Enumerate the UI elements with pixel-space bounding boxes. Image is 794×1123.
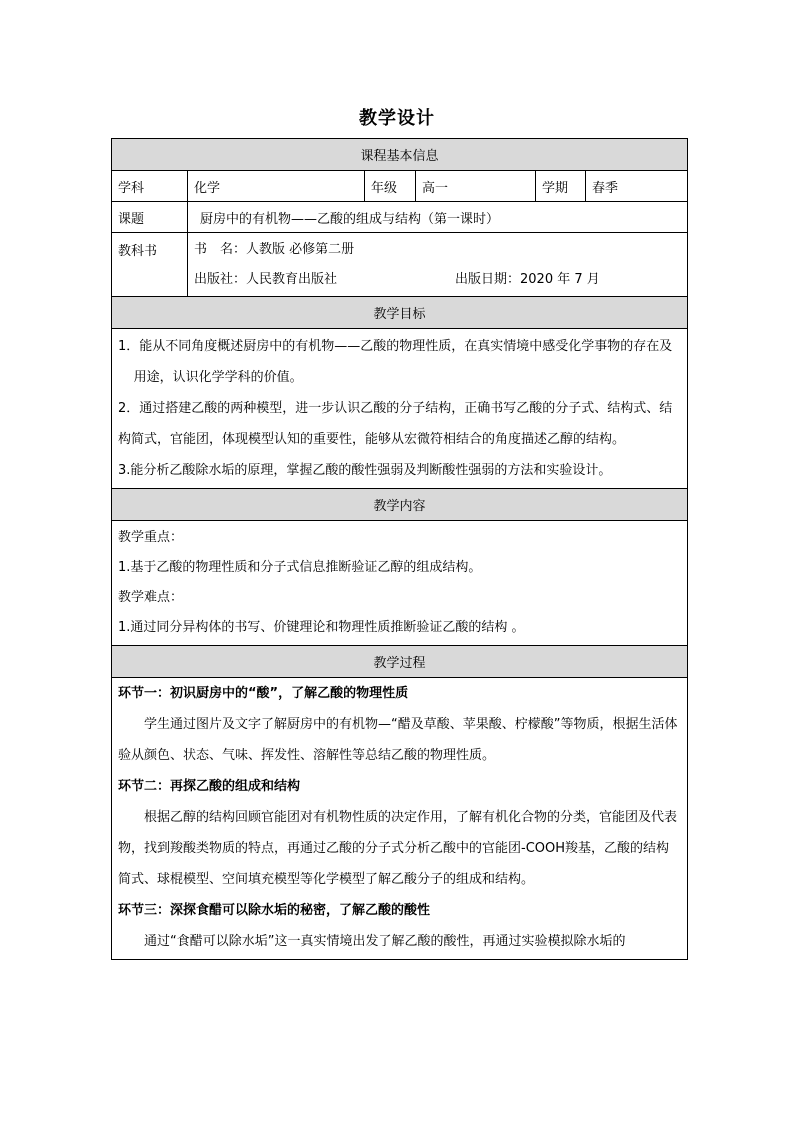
objective-item: 1．能从不同角度概述厨房中的有机物——乙酸的物理性质，在真实情境中感受化学事物的存在及用途，认识化学学科的价值。 [118,339,673,385]
publish-date: 出版日期：2020 年 7 月 [455,271,600,287]
publisher-line [194,265,681,295]
objectives-body [112,329,688,489]
publisher: 出版社：人民教育出版社 [194,271,338,287]
difficulty-point: 1.通过同分异构体的书写、价键理论和物理性质推断验证乙酸的结构 。 [118,620,525,635]
objective-item: 2．通过搭建乙酸的两种模型，进一步认识乙酸的分子结构，正确书写乙酸的分子式、结构式、结构简式，官能团，体现模型认知的重要性，能够从宏微符相结合的角度描述乙醇的结构。 [118,401,673,447]
difficulty-label: 教学难点： [118,590,184,605]
content-body [112,521,688,646]
term-label: 学期 [536,171,586,202]
subject-value: 化学 [188,171,365,202]
step-title: 环节一：初识厨房中的“酸”，了解乙酸的物理性质 [118,686,409,701]
objectives-header: 教学目标 [112,297,688,329]
subject-label: 学科 [112,171,188,202]
key-point-label: 教学重点： [118,530,184,545]
lesson-plan-table [111,138,688,960]
step-title: 环节二：再探乙酸的组成和结构 [118,779,301,794]
step-text: 根据乙醇的结构回顾官能团对有机物性质的决定作用，了解有机化合物的分类，官能团及代表物，找到羧酸类物质的特点，再通过乙酸的分子式分析乙酸中的官能团-COOH羧基，乙酸的结构简式、球棍模型、空间填充模型等化学模型了解乙酸分子的组成和结构。 [118,810,678,887]
term-value: 春季 [586,171,688,202]
document-title: 教学设计 [359,108,435,129]
process-header: 教学过程 [112,646,688,678]
book-name: 书 名：人教版 必修第二册 [194,241,355,257]
step-text: 学生通过图片及文字了解厨房中的有机物—“醋及草酸、苹果酸、柠檬酸”等物质，根据生活体验从颜色、状态、气味、挥发性、溶解性等总结乙酸的物理性质。 [118,717,678,763]
process-body [112,678,688,960]
textbook-label: 教科书 [112,233,188,297]
topic-label: 课题 [112,202,188,233]
grade-value: 高一 [416,171,536,202]
basic-info-header: 课程基本信息 [112,139,688,171]
step-title: 环节三：深探食醋可以除水垢的秘密，了解乙酸的酸性 [118,903,431,918]
step-text: 通过“食醋可以除水垢”这一真实情境出发了解乙酸的酸性，再通过实验模拟除水垢的 [144,934,626,949]
key-point: 1.基于乙酸的物理性质和分子式信息推断验证乙醇的组成结构。 [118,560,482,575]
textbook-info [188,233,688,297]
topic-value: 厨房中的有机物——乙酸的组成与结构（第一课时） [188,202,688,233]
grade-label: 年级 [365,171,416,202]
objective-item: 3.能分析乙酸除水垢的原理，掌握乙酸的酸性强弱及判断酸性强弱的方法和实验设计。 [118,463,612,478]
content-header: 教学内容 [112,489,688,521]
